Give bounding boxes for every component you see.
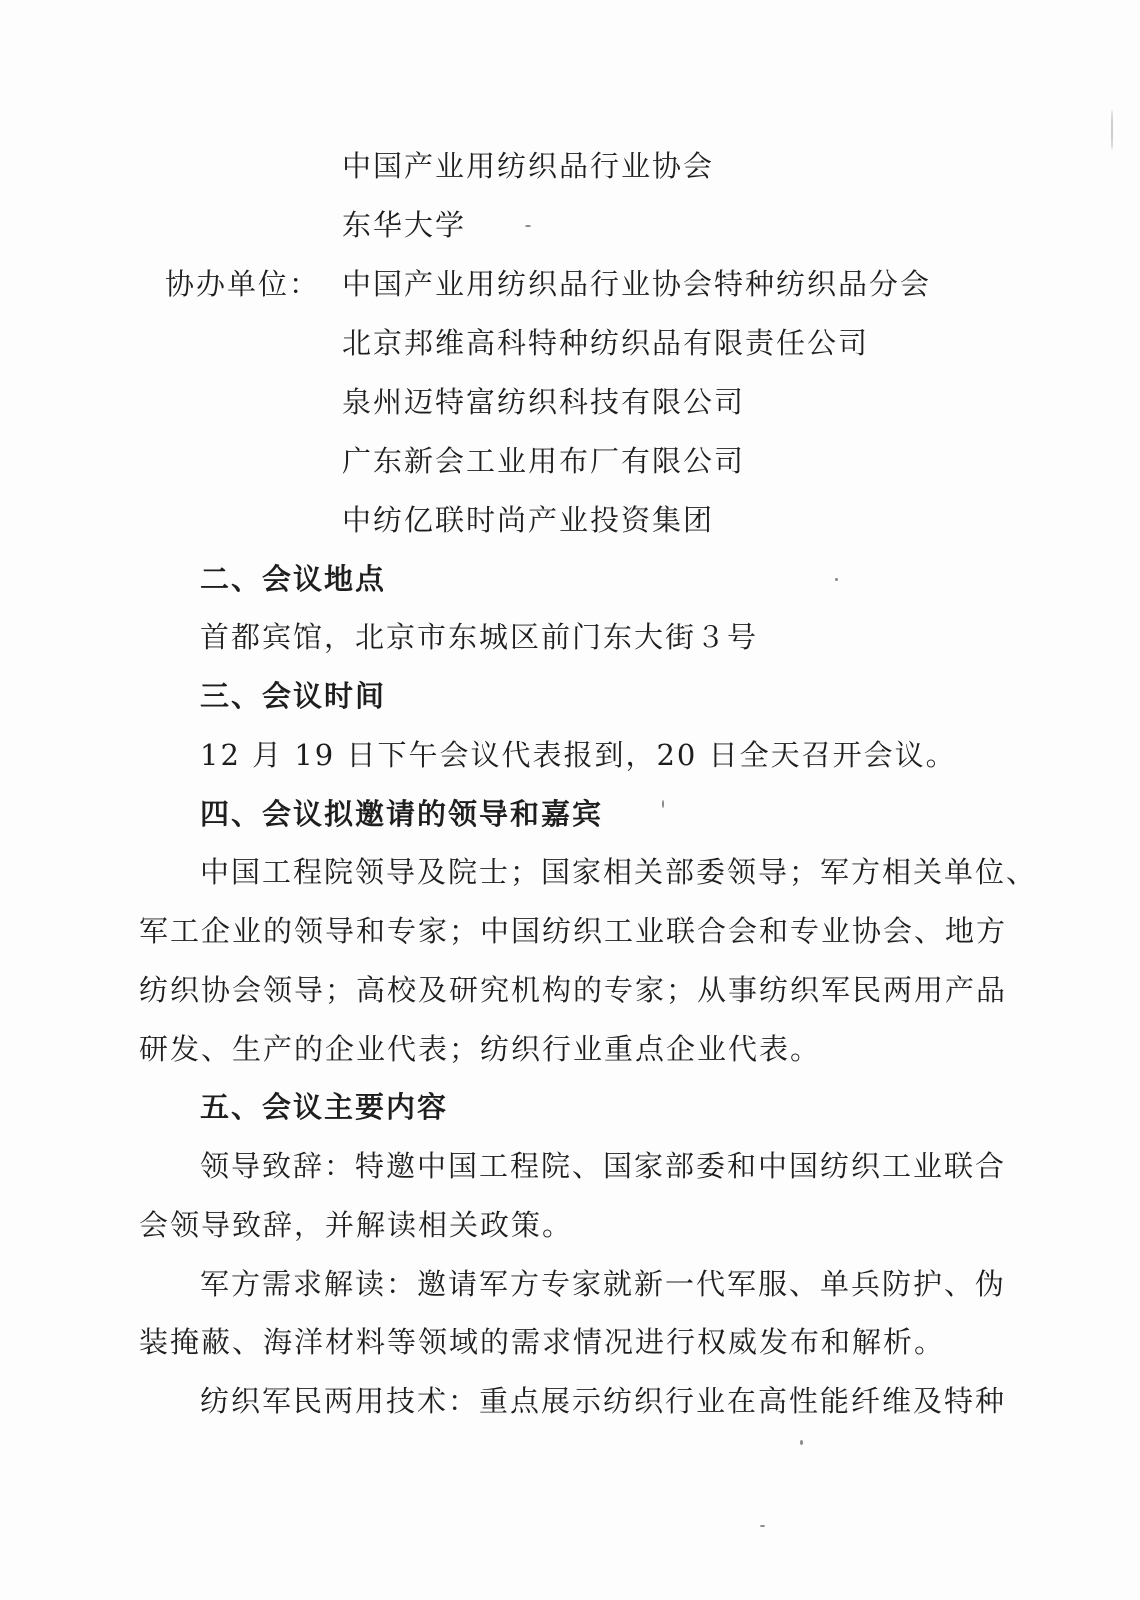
co-organizer-label: 协办单位： — [165, 267, 321, 301]
guests-text-line: 军工企业的领导和专家；中国纺织工业联合会和专业协会、地方 — [139, 914, 1008, 948]
co-organizer: 广东新会工业用布厂有限公司 — [342, 444, 746, 478]
guests-text-line: 中国工程院领导及院士；国家相关部委领导；军方相关单位、 — [200, 855, 1038, 889]
content-paragraph-line: 纺织军民两用技术：重点展示纺织行业在高性能纤维及特种 — [200, 1384, 1007, 1418]
scan-speck — [662, 800, 664, 808]
venue-text: 首都宾馆，北京市东城区前门东大街３号 — [200, 620, 759, 654]
guests-text-line: 纺织协会领导；高校及研究机构的专家；从事纺织军民两用产品 — [139, 973, 1008, 1007]
content-paragraph-line: 会领导致辞，并解读相关政策。 — [139, 1208, 574, 1242]
scan-speck — [835, 578, 838, 581]
content-paragraph-line: 领导致辞：特邀中国工程院、国家部委和中国纺织工业联合 — [200, 1149, 1007, 1183]
scan-speck — [800, 1440, 803, 1445]
scan-speck — [760, 1525, 765, 1527]
host-organizer: 中国产业用纺织品行业协会 — [342, 149, 715, 183]
co-organizer: 泉州迈特富纺织科技有限公司 — [342, 385, 746, 419]
section-heading-content: 五、会议主要内容 — [200, 1090, 449, 1124]
content-paragraph-line: 军方需求解读：邀请军方专家就新一代军服、单兵防护、伪 — [200, 1267, 1007, 1301]
section-heading-time: 三、会议时间 — [200, 679, 387, 713]
scan-edge-mark — [1111, 110, 1113, 150]
content-paragraph-line: 装掩蔽、海洋材料等领域的需求情况进行权威发布和解析。 — [139, 1325, 946, 1359]
co-organizer: 中国产业用纺织品行业协会特种纺织品分会 — [342, 267, 932, 301]
time-text: 12 月 19 日下午会议代表报到，20 日全天召开会议。 — [200, 738, 957, 772]
section-heading-guests: 四、会议拟邀请的领导和嘉宾 — [200, 797, 604, 831]
co-organizer: 中纺亿联时尚产业投资集团 — [342, 503, 715, 537]
scan-speck — [525, 225, 531, 227]
section-heading-venue: 二、会议地点 — [200, 562, 387, 596]
guests-text-line: 研发、生产的企业代表；纺织行业重点企业代表。 — [139, 1032, 822, 1066]
co-organizer: 北京邦维高科特种纺织品有限责任公司 — [342, 326, 870, 360]
host-organizer: 东华大学 — [342, 208, 467, 242]
